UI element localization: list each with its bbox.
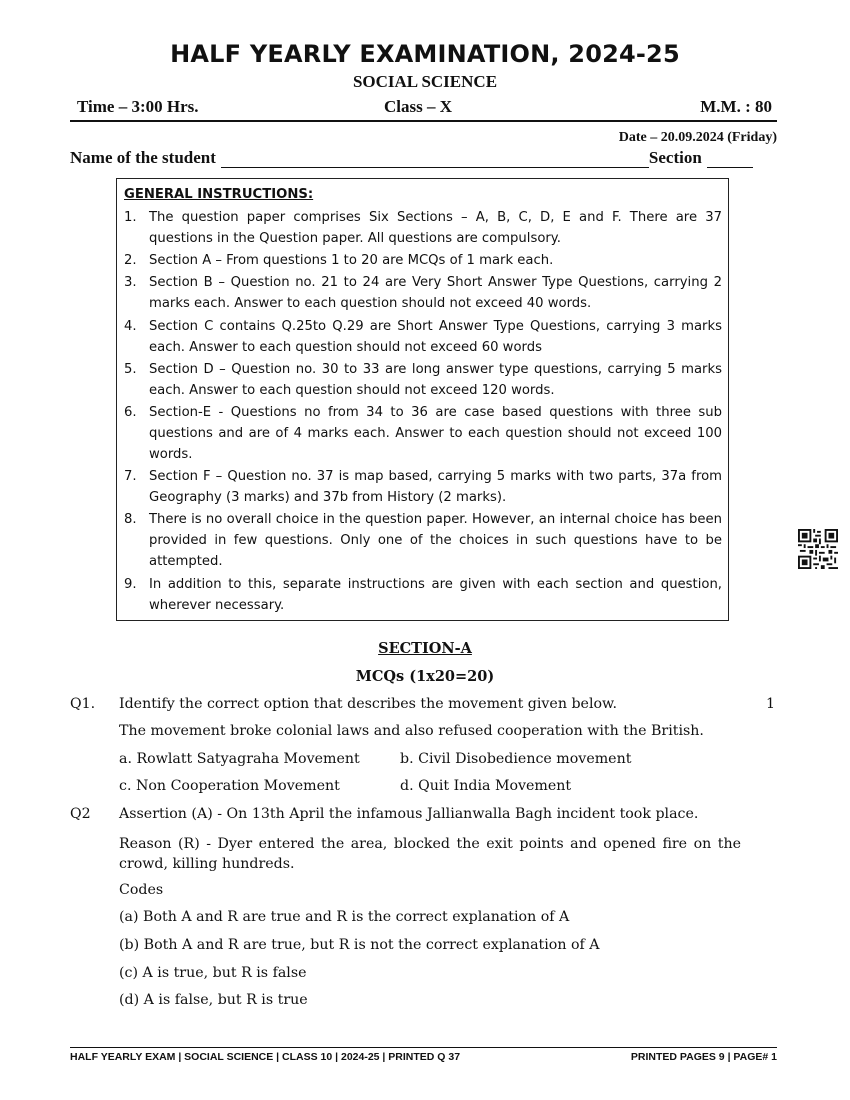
instruction-item: 1. The question paper comprises Six Sections – A, B, C, D, E and F. There are 37 questions in the Question paper. All questions are compulsory. [124,210,722,246]
exam-title: HALF YEARLY EXAMINATION, 2024-25 [170,40,680,68]
instruction-item: 2. Section A – From questions 1 to 20 are MCQs of 1 mark each. [124,253,554,269]
q1-text: Identify the correct option that describes the movement given below. [119,696,617,712]
q1-number: Q1. [70,696,96,712]
q1-option-b: b. Civil Disobedience movement [400,751,632,767]
section-blank[interactable] [707,153,753,168]
student-name-label: Name of the student [70,148,216,167]
subject-title: SOCIAL SCIENCE [352,72,498,91]
q2-code-c: (c) A is true, but R is false [119,965,307,981]
q2-code-d: (d) A is false, but R is true [119,992,308,1008]
q2-codes-label: Codes [119,882,164,898]
instruction-item: 8. There is no overall choice in the question paper. However, an internal choice has been provided in few questions. Only one of the choices in such questions have to be attempted. [124,512,722,570]
q2-code-b: (b) Both A and R are true, but R is not the correct explanation of A [119,937,600,953]
exam-date: Date – 20.09.2024 (Friday) [618,130,777,145]
q2-code-a: (a) Both A and R are true and R is the correct explanation of A [119,909,570,925]
class-label: Class – X [384,97,453,116]
instruction-item: 9. In addition to this, separate instructions are given with each section and question, wherever necessary. [124,576,722,613]
instruction-item: 3. Section B – Question no. 21 to 24 are Very Short Answer Type Questions, carrying 2 marks each. Answer to each question should not exceed 40 words. [124,275,722,312]
max-marks: M.M. : 80 [700,97,772,116]
q1-option-d: d. Quit India Movement [400,778,572,794]
student-name-blank[interactable] [221,153,649,168]
section-label: Section [648,148,702,167]
qr-code-image [798,529,838,569]
footer-left: HALF YEARLY EXAM | SOCIAL SCIENCE | CLASS 10 | 2024-25 | PRINTED Q 37 [70,1051,461,1063]
footer-right: PRINTED PAGES 9 | PAGE# 1 [630,1051,777,1063]
q2-number: Q2 [70,806,91,822]
instruction-item: 4. Section C contains Q.25to Q.29 are Short Answer Type Questions, carrying 3 marks each. Answer to each question should not exceed 60 words [124,318,722,355]
q2-assertion: Assertion (A) - On 13th April the infamous Jallianwalla Bagh incident took place. [119,806,699,822]
instructions-heading: GENERAL INSTRUCTIONS: [124,187,314,202]
q1-option-a: a. Rowlatt Satyagraha Movement [119,751,360,767]
instruction-item: 7. Section F – Question no. 37 is map based, carrying 5 marks with two parts, 37a from Geography (3 marks) and 37b from History (2 marks). [124,469,722,506]
general-instructions-box [116,178,729,621]
header-divider [70,120,777,122]
section-a-subtitle: MCQs (1x20=20) [355,668,495,685]
q1-statement: The movement broke colonial laws and also refused cooperation with the British. [119,723,704,739]
footer-divider [70,1047,777,1048]
instruction-item: 6. Section-E - Questions no from 34 to 36 are case based questions with three sub questions and are of 4 marks each. Answer to each question should not exceed 100 words. [124,404,722,462]
q2-reason: Reason (R) - Dyer entered the area, blocked the exit points and opened fire on the crowd, killing hundreds. [119,836,741,872]
q1-option-c: c. Non Cooperation Movement [119,778,340,794]
student-name-row [70,148,777,168]
time-duration: Time – 3:00 Hrs. [77,97,199,116]
instruction-item: 5. Section D – Question no. 30 to 33 are long answer type questions, carrying 5 marks each. Answer to each question should not exceed 120 words. [124,361,722,398]
q1-marks: 1 [766,696,776,712]
section-a-title: SECTION-A [378,640,472,657]
